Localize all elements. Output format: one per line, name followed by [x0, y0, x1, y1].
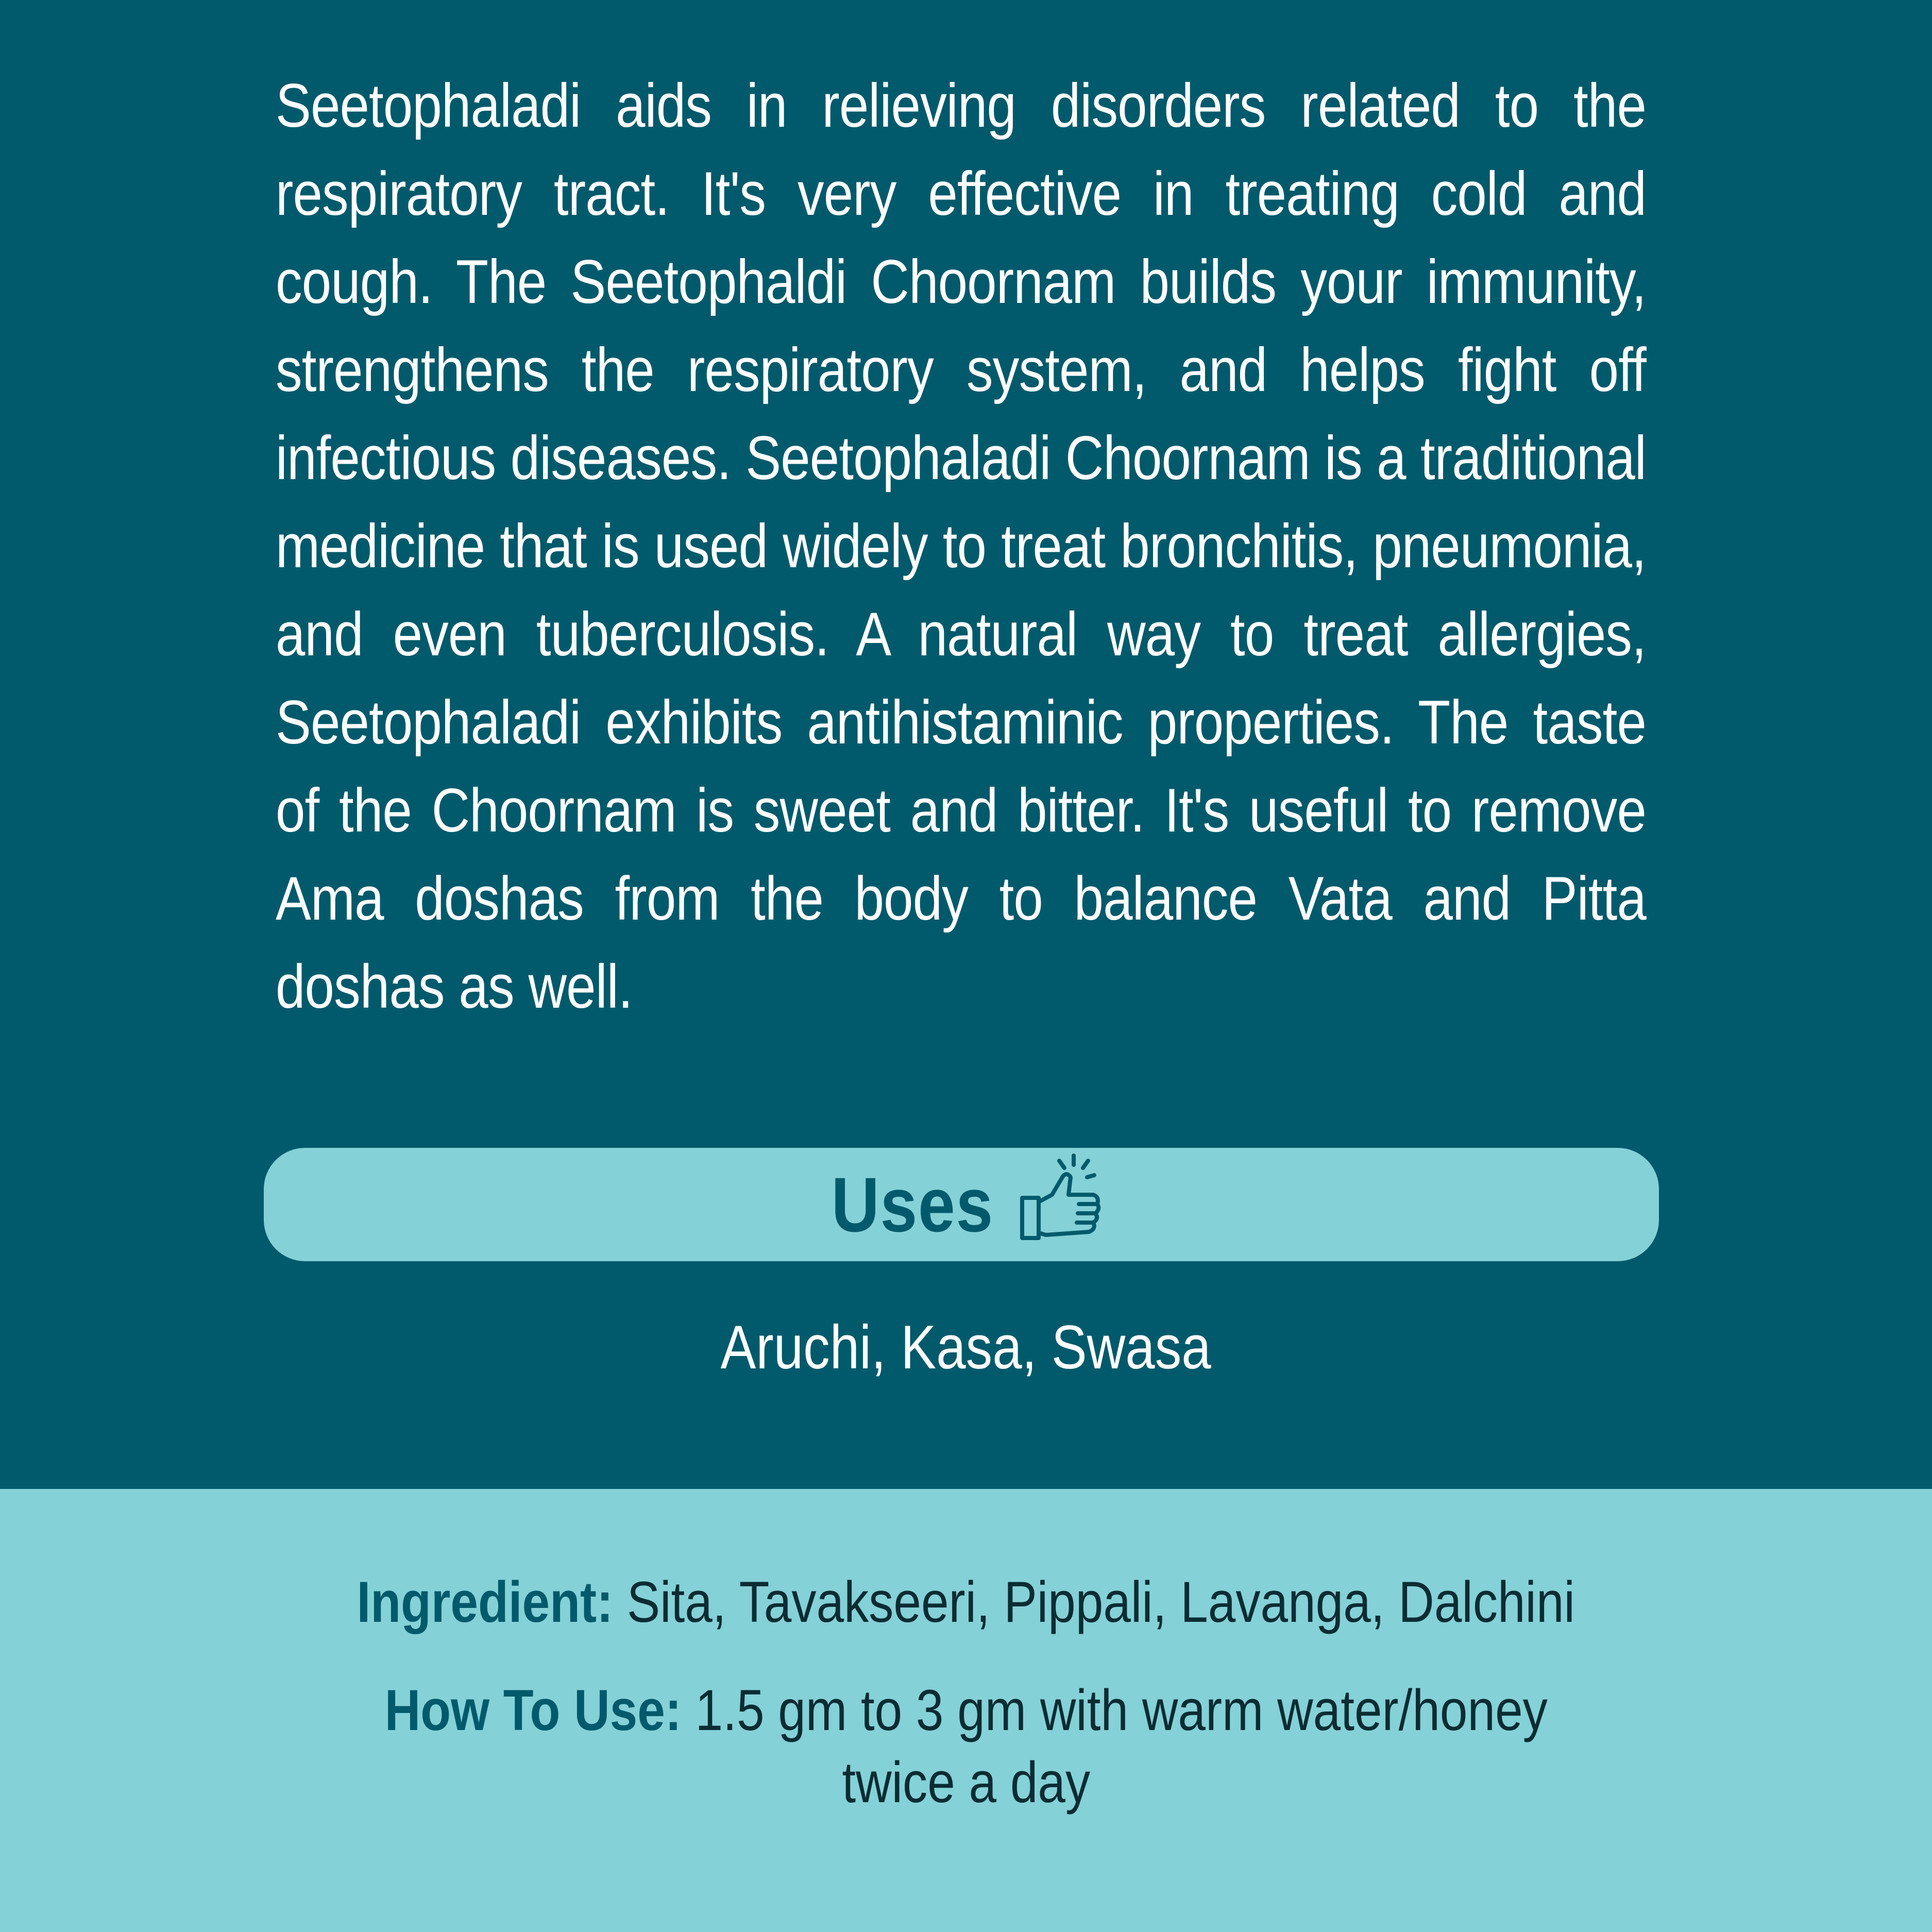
how-to-use-label: How To Use:	[384, 1678, 682, 1742]
how-to-use-line	[0, 1674, 1932, 1819]
ingredient-value: Sita, Tavakseeri, Pippali, Lavanga, Dalchini	[627, 1570, 1575, 1634]
how-to-use-value-line1: 1.5 gm to 3 gm with warm water/honey	[695, 1678, 1548, 1742]
uses-header-bar	[264, 1148, 1659, 1261]
uses-list-text: Aruchi, Kasa, Swasa	[720, 1313, 1212, 1382]
ingredient-label: Ingredient:	[357, 1570, 614, 1634]
ingredient-line	[0, 1566, 1932, 1638]
thumbs-up-icon	[1017, 1150, 1105, 1243]
uses-title: Uses	[831, 1161, 994, 1248]
how-to-use-value-line2: twice a day	[842, 1750, 1090, 1815]
uses-list	[0, 1309, 1932, 1386]
product-description: Seetophaladi aids in relieving disorders related to the respiratory tract. It's very effective in treating cold and cough. The Seetophaldi Choornam builds your immunity, strengthens the respiratory system, and helps fight off infectious diseases. Seetophaladi Choornam is a traditional medicine that is used widely to treat bronchitis, pneumonia, and even tuberculosis. A natural way to treat allergies, Seetophaladi exhibits antihistaminic properties. The taste of the Choornam is sweet and bitter. It's useful to remove Ama doshas from the body to balance Vata and Pitta doshas as well.	[276, 71, 1646, 1021]
